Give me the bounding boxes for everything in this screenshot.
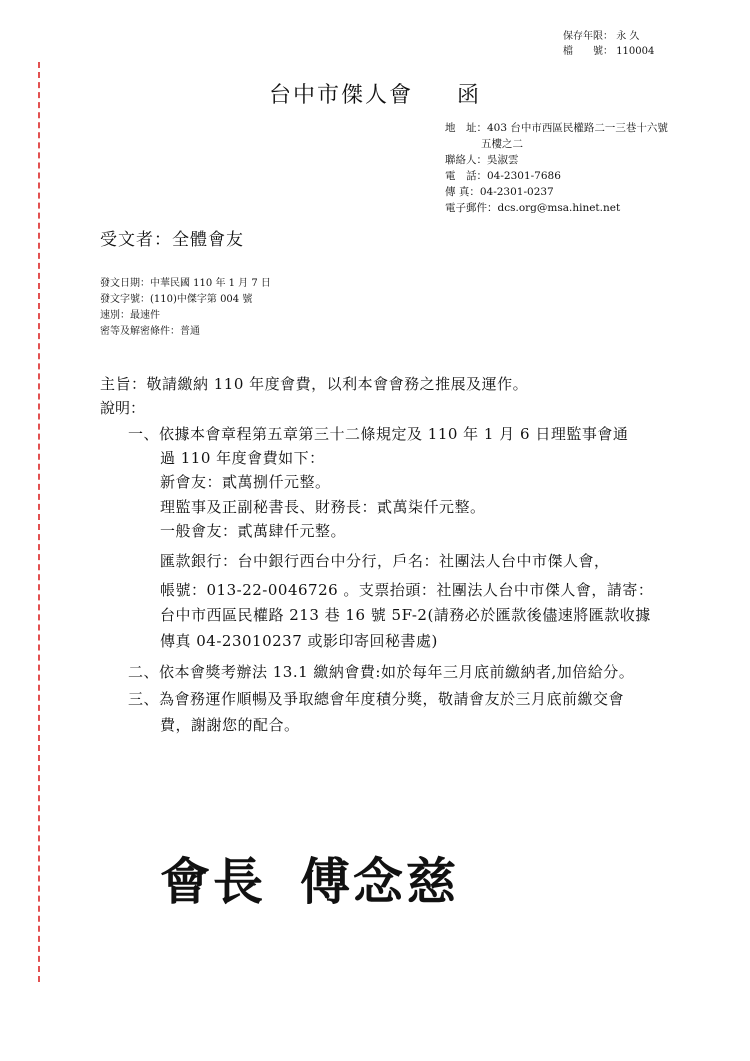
document-title bbox=[0, 78, 750, 109]
recipient: 受文者：全體會友 bbox=[100, 230, 244, 250]
issue-date: 發文日期：中華民國 110 年 1 月 7 日 bbox=[100, 278, 271, 289]
item-2: 二、依本會獎考辦法 13.1 繳納會費:如於每年三月底前繳納者,加倍給分。 bbox=[128, 663, 635, 681]
item-1-line-1: 一、依據本會章程第五章第三十二條規定及 110 年 1 月 6 日理監事會通 bbox=[128, 425, 629, 443]
contact-block bbox=[445, 120, 668, 216]
signature-title: 會長 bbox=[160, 852, 266, 911]
contact-phone: 電 話：04-2301-7686 bbox=[445, 170, 561, 182]
org-name: 台中市傑人會 bbox=[268, 83, 413, 108]
file-number-label: 檔 號： bbox=[563, 46, 613, 57]
retention-label: 保存年限： bbox=[563, 31, 613, 42]
file-number bbox=[563, 45, 654, 59]
doc-type: 函 bbox=[457, 83, 482, 108]
retention-period bbox=[563, 30, 639, 44]
contact-fax: 傳 真：04-2301-0237 bbox=[445, 186, 554, 198]
item-1-bank: 匯款銀行：台中銀行西台中分行，戶名：社團法人台中市傑人會， bbox=[160, 552, 610, 570]
contact-person: 聯絡人：吳淑雲 bbox=[445, 154, 519, 166]
item-1-new-member-fee: 新會友：貳萬捌仟元整。 bbox=[160, 473, 331, 491]
explain-label: 說明： bbox=[100, 399, 146, 417]
retention-value: 永 久 bbox=[616, 31, 640, 42]
binding-margin-line bbox=[38, 62, 40, 982]
speed-class: 速別：最速件 bbox=[100, 310, 160, 321]
file-number-value: 110004 bbox=[616, 46, 655, 57]
item-1-line-2: 過 110 年度會費如下： bbox=[160, 449, 325, 467]
item-3-line-2: 費，謝謝您的配合。 bbox=[160, 716, 300, 734]
security-class: 密等及解密條件：普通 bbox=[100, 326, 200, 337]
signature-name: 傅念慈 bbox=[300, 852, 459, 911]
signature bbox=[160, 842, 459, 914]
item-1-general-fee: 一般會友：貳萬肆仟元整。 bbox=[160, 522, 347, 540]
item-1-mail-address: 台中市西區民權路 213 巷 16 號 5F-2(請務必於匯款後儘速將匯款收據 bbox=[160, 606, 651, 624]
subject-line: 主旨：敬請繳納 110 年度會費，以利本會會務之推展及運作。 bbox=[100, 375, 529, 393]
item-1-fax-note: 傳真 04-23010237 或影印寄回秘書處) bbox=[160, 632, 438, 650]
doc-info-block bbox=[100, 276, 271, 340]
contact-email: 電子郵件：dcs.org@msa.hinet.net bbox=[445, 202, 621, 214]
item-1-director-fee: 理監事及正副秘書長、財務長：貳萬柒仟元整。 bbox=[160, 498, 486, 516]
contact-address-cont: 五樓之二 bbox=[481, 138, 523, 150]
item-1-account: 帳號：013-22-0046726 。支票抬頭：社團法人台中市傑人會，請寄： bbox=[160, 581, 654, 599]
item-3-line-1: 三、為會務運作順暢及爭取總會年度積分獎，敬請會友於三月底前繳交會 bbox=[128, 690, 625, 708]
doc-number: 發文字號：(110)中傑字第 004 號 bbox=[100, 294, 253, 305]
contact-address: 地 址：403 台中市西區民權路二一三巷十六號 bbox=[445, 122, 668, 134]
